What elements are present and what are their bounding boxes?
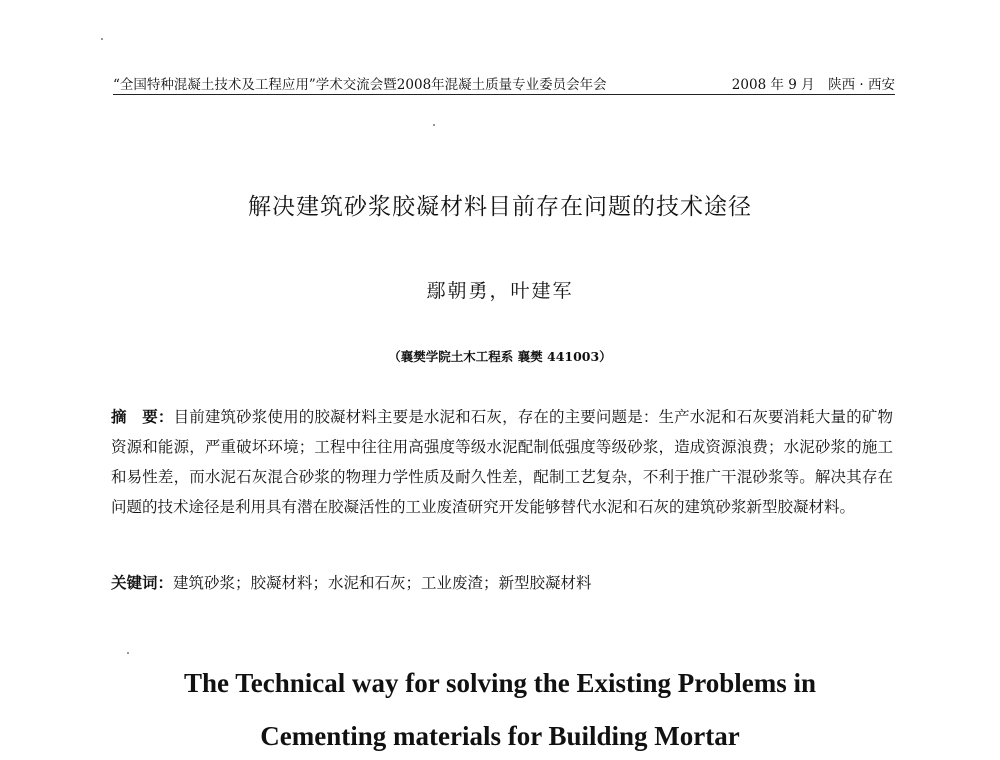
conference-date-location: 2008 年 9 月 陕西 · 西安: [731, 77, 895, 93]
abstract-label: 摘 要：: [111, 408, 174, 426]
scan-speck: [127, 652, 129, 654]
abstract-paragraph: [111, 402, 893, 522]
keywords-label: 关键词：: [111, 574, 174, 592]
keywords-line: [111, 568, 893, 598]
paper-title-english-line-2: Cementing materials for Building Mortar: [260, 721, 740, 751]
running-header: [113, 72, 895, 95]
author-list: 鄢朝勇，叶建军: [426, 280, 574, 302]
paper-title-english-line-1: The Technical way for solving the Existing Problems in: [183, 668, 817, 698]
abstract-text: 目前建筑砂浆使用的胶凝材料主要是水泥和石灰，存在的主要问题是：生产水泥和石灰要消耗大量的矿物资源和能源，严重破坏环境；工程中往往用高强度等级水泥配制低强度等级砂浆，造成资源浪费；水泥砂浆的施工和易性差，而水泥石灰混合砂浆的物理力学性质及耐久性差，配制工艺复杂，不利于推广干混砂浆等。解决其存在问题的技术途径是利用具有潜在胶凝活性的工业废渣研究开发能够替代水泥和石灰的建筑砂浆新型胶凝材料。: [111, 408, 893, 516]
keywords-text: 建筑砂浆；胶凝材料；水泥和石灰；工业废渣；新型胶凝材料: [173, 574, 592, 592]
conference-name: “全国特种混凝土技术及工程应用”学术交流会暨2008年混凝土质量专业委员会年会: [113, 77, 607, 93]
scan-speck: [433, 124, 435, 126]
author-affiliation: （襄樊学院土木工程系 襄樊 441003）: [388, 349, 612, 364]
paper-title-chinese: 解决建筑砂浆胶凝材料目前存在问题的技术途径: [248, 194, 752, 220]
scan-speck: [101, 38, 103, 40]
